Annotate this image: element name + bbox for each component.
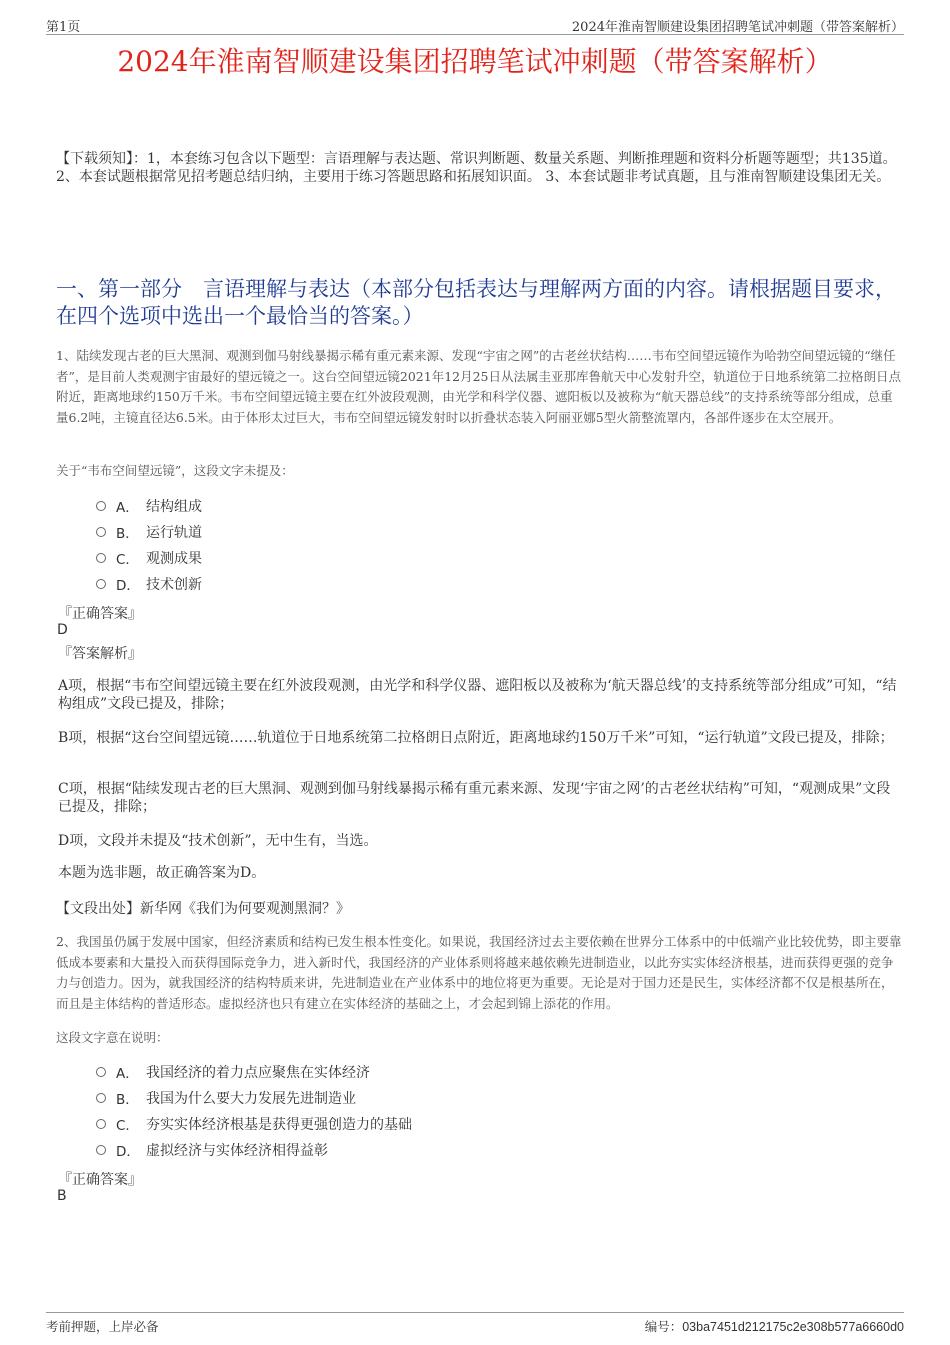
page-number: 第1页	[46, 20, 81, 35]
option-d[interactable]: D． 虚拟经济与实体经济相得益彰	[96, 1137, 412, 1163]
option-a[interactable]: A． 结构组成	[96, 493, 202, 519]
question-1-text: 1、陆续发现古老的巨大黑洞、观测到伽马射线暴揭示稀有重元素来源、发现“宇宙之网”的古老丝状结构……韦布空间望远镜作为哈勃空间望远镜的“继任者”，是目前人类观测宇宙最好的望远镜之一。这台空间望远镜2021年12月25日从法属圭亚那库鲁航天中心发射升空，轨道位于日地系统第二拉格朗日点附近，距离地球约150万千米。韦布空间望远镜主要在红外波段观测，由光学和科学仪器、遮阳板以及被称为“航天器总线”的支持系统等部分组成，总重量6.2吨，主镜直径达6.5米。由于体形太过巨大，韦布空间望远镜发射时以折叠状态装入阿丽亚娜5型火箭整流罩内，各部件逐步在太空展开。	[56, 348, 902, 425]
page-title: 2024年淮南智顺建设集团招聘笔试冲刺题（带答案解析）	[117, 45, 833, 78]
question-2-options	[96, 1059, 412, 1163]
document-code: 编号：03ba7451d212175c2e308b577a6660d0	[644, 1319, 904, 1334]
download-notice: 【下载须知】：1，本套练习包含以下题型：言语理解与表达题、常识判断题、数量关系题、判断推理题和资料分析题等题型；共135道。 2、本套试题根据常见招考题总结归纳，主要用于练习答题思路和拓展知识面。 3、本套试题非考试真题，且与淮南智顺建设集团无关。	[56, 151, 897, 185]
analysis-b: B项，根据“这台空间望远镜……轨道位于日地系统第二拉格朗日点附近，距离地球约150万千米”可知，“运行轨道”文段已提及，排除；	[58, 730, 894, 746]
question-1-options	[96, 493, 202, 597]
option-c[interactable]: C． 观测成果	[96, 545, 202, 571]
question-2-text: 2、我国虽仍属于发展中国家，但经济素质和结构已发生根本性变化。如果说，我国经济过去主要依赖在世界分工体系中的中低端产业比较优势，即主要靠低成本要素和大量投入而获得国际竞争力，进入新时代，我国经济的产业体系则将越来越依赖先进制造业，以此夯实实体经济根基，进而获得更强的竞争力与创造力。因为，就我国经济的结构特质来讲，先进制造业在产业体系中的地位将更为重要。无论是对于国力还是民生，实体经济都不仅是根基所在，而且是主体结构的普适形态。虚拟经济也只有建立在实体经济的基础之上，才会起到锦上添花的作用。	[56, 934, 902, 1011]
analysis-d: D项，文段并未提及“技术创新”，无中生有，当选。	[58, 833, 378, 849]
question-1-prompt: 关于“韦布空间望远镜”，这段文字未提及：	[56, 463, 294, 478]
correct-answer: B	[57, 1188, 67, 1204]
radio-icon[interactable]	[96, 1093, 106, 1103]
radio-icon[interactable]	[96, 1145, 106, 1155]
radio-icon[interactable]	[96, 501, 106, 511]
analysis-c: C项，根据“陆续发现古老的巨大黑洞、观测到伽马射线暴揭示稀有重元素来源、发现‘宇宙之网’的古老丝状结构”可知，“观测成果”文段已提及，排除；	[58, 781, 891, 815]
option-b[interactable]: B． 我国为什么要大力发展先进制造业	[96, 1085, 412, 1111]
radio-icon[interactable]	[96, 1067, 106, 1077]
header-doc-title: 2024年淮南智顺建设集团招聘笔试冲刺题（带答案解析）	[571, 20, 904, 35]
answer-label: 『正确答案』	[58, 1172, 142, 1188]
analysis-label: 『答案解析』	[58, 646, 142, 662]
radio-icon[interactable]	[96, 527, 106, 537]
option-a[interactable]: A． 我国经济的着力点应聚焦在实体经济	[96, 1059, 412, 1085]
analysis-conclusion: 本题为选非题，故正确答案为D。	[58, 865, 266, 881]
option-c[interactable]: C． 夯实实体经济根基是获得更强创造力的基础	[96, 1111, 412, 1137]
page-header	[46, 14, 904, 35]
source-citation: 【文段出处】新华网《我们为何要观测黑洞？》	[56, 901, 350, 917]
option-b[interactable]: B． 运行轨道	[96, 519, 202, 545]
question-2-prompt: 这段文字意在说明：	[56, 1030, 169, 1045]
page-footer	[46, 1312, 904, 1337]
section-heading: 一、第一部分 言语理解与表达（本部分包括表达与理解两方面的内容。请根据题目要求，在四个选项中选出一个最恰当的答案。）	[56, 277, 896, 328]
option-d[interactable]: D． 技术创新	[96, 571, 202, 597]
correct-answer: D	[57, 622, 68, 638]
radio-icon[interactable]	[96, 1119, 106, 1129]
analysis-a: A项，根据“韦布空间望远镜主要在红外波段观测，由光学和科学仪器、遮阳板以及被称为‘航天器总线’的支持系统等部分组成”可知，“结构组成”文段已提及，排除；	[58, 678, 897, 712]
answer-label: 『正确答案』	[58, 606, 142, 622]
radio-icon[interactable]	[96, 553, 106, 563]
footer-slogan: 考前押题，上岸必备	[46, 1319, 159, 1334]
radio-icon[interactable]	[96, 579, 106, 589]
